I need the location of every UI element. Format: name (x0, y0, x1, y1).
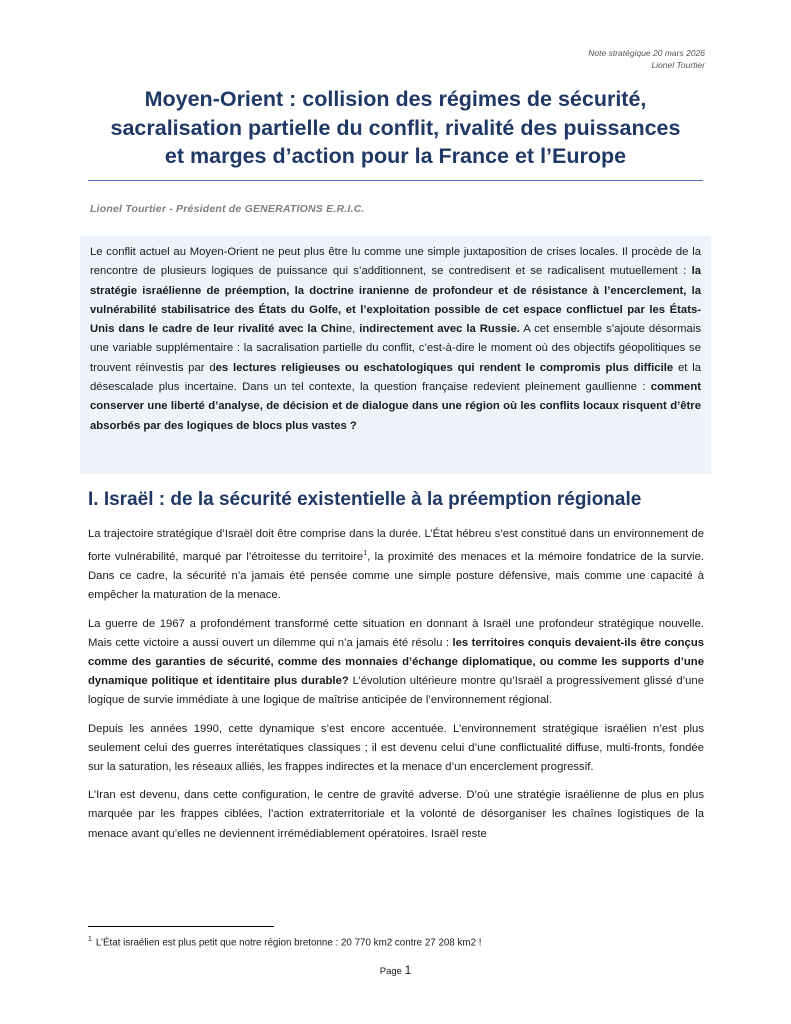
paragraph-1-text-b: , la proximité des menaces et la mémoire fondatrice de la survie. Dans ce cadre, la sécurité n’a jamais été pensée comme une simple posture défensive, mais comme une capacité à empêcher la maturation de la menace. (88, 550, 704, 602)
paragraph-1-text-a: La trajectoire stratégique d’Israël doit être comprise dans la durée. L’État hébreu s’est constitué dans un environnement de forte vulnérabilité, marqué par l’étroitesse du territoire (88, 528, 704, 563)
footnote-text: L’État israélien est plus petit que notre région bretonne : 20 770 km2 contre 27 208 km2 ! (95, 937, 482, 949)
abstract-box (80, 236, 711, 474)
abstract-paragraph (90, 243, 701, 436)
header-date: Note stratégique 20 mars 2026 (588, 48, 705, 58)
header-author: Lionel Tourtier (651, 60, 705, 70)
abstract-text-4: et la désescalade plus incertaine. Dans un tel contexte, la question française redevient pleinement gaullienne : (90, 361, 701, 394)
paragraph-1 (88, 525, 704, 606)
paragraph-2-bold: les territoires conquis devaient-ils être conçus comme des garanties de sécurité, comme des monnaies d’échange diplomatique, ou comme les supports d’une dynamique politique et identitaire plus durable? (88, 636, 705, 688)
page-number-value: 1 (404, 963, 412, 977)
header-note (588, 47, 705, 71)
footnote (88, 936, 482, 948)
section-body (88, 525, 704, 853)
footnote-number: 1 (88, 936, 92, 943)
abstract-bold-3: es lectures religieuses ou eschatologiques qui rendent le compromis plus difficile (215, 361, 674, 374)
title-line-3: et marges d’action pour la France et l’Europe (164, 144, 627, 168)
footnote-reference[interactable]: 1 (363, 550, 368, 558)
page-title (88, 85, 703, 171)
author-line: Lionel Tourtier - Président de GENERATIONS E.R.I.C. (90, 203, 365, 215)
page-label: Page (379, 966, 402, 977)
abstract-bold-1: la stratégie israélienne de préemption, la doctrine iranienne de profondeur et de résistance à l’encerclement, la vulnérabilité stabilisatrice des États du Golfe, et l’exploitation possible de cet espace conflictuel par les États-Unis dans le cadre de leur rivalité avec la Chin (90, 265, 701, 336)
abstract-text-3: A cet ensemble s’ajoute désormais une variable supplémentaire : la sacralisation partielle du conflit, c’est-à-dire le moment où des objectifs géopolitiques se trouvent réinvestis par d (90, 323, 701, 374)
abstract-bold-4: comment conserver une liberté d’analyse, de décision et de dialogue dans une région où les conflits locaux risquent d’être absorbés par des logiques de blocs plus vastes ? (90, 381, 701, 432)
paragraph-4: L’Iran est devenu, dans cette configuration, le centre de gravité adverse. D’où une stratégie israélienne de plus en plus marquée par les frappes ciblées, l’action extraterritoriale et la volonté de désorganiser les chaînes logistiques de la menace avant qu’elles ne deviennent irrémédiablement opératoires. Israël reste (88, 789, 704, 840)
title-line-2: sacralisation partielle du conflit, rivalité des puissances (110, 115, 681, 140)
abstract-bold-2: indirectement avec la Russie. (359, 323, 520, 336)
abstract-text-1: Le conflit actuel au Moyen-Orient ne peut plus être lu comme une simple juxtaposition de crises locales. Il procède de la rencontre de plusieurs logiques de puissance qui s’additionnent, se contredisent et se radicalisent mutuellement : (90, 246, 701, 278)
paragraph-2-text-c: L’évolution ultérieure montre qu’Israël a progressivement glissé d’une logique de survie immédiate à une logique de maîtrise anticipée de l’environnement régional. (88, 675, 704, 707)
section-heading: I. Israël : de la sécurité existentielle à la préemption régionale (88, 489, 642, 510)
title-line-1: Moyen-Orient : collision des régimes de sécurité, (144, 87, 647, 111)
footnote-divider (88, 926, 274, 927)
title-divider (88, 180, 703, 181)
paragraph-3: Depuis les années 1990, cette dynamique s’est encore accentuée. L’environnement stratégique israélien n’est plus seulement celui des guerres interétatiques classiques ; il est devenu celui d’une conflictualité diffuse, multi-fronts, fondée sur la saturation, les réseaux alliés, les frappes indirectes et la menace d’un encerclement progressif. (88, 722, 704, 773)
paragraph-2-text-a: La guerre de 1967 a profondément transformé cette situation en donnant à Israël une profondeur stratégique nouvelle. Mais cette victoire a aussi ouvert un dilemme qui n’a jamais été résolu : (88, 617, 704, 649)
page-number (0, 963, 791, 977)
paragraph-2 (88, 615, 704, 711)
abstract-text-2: e, (345, 323, 360, 336)
